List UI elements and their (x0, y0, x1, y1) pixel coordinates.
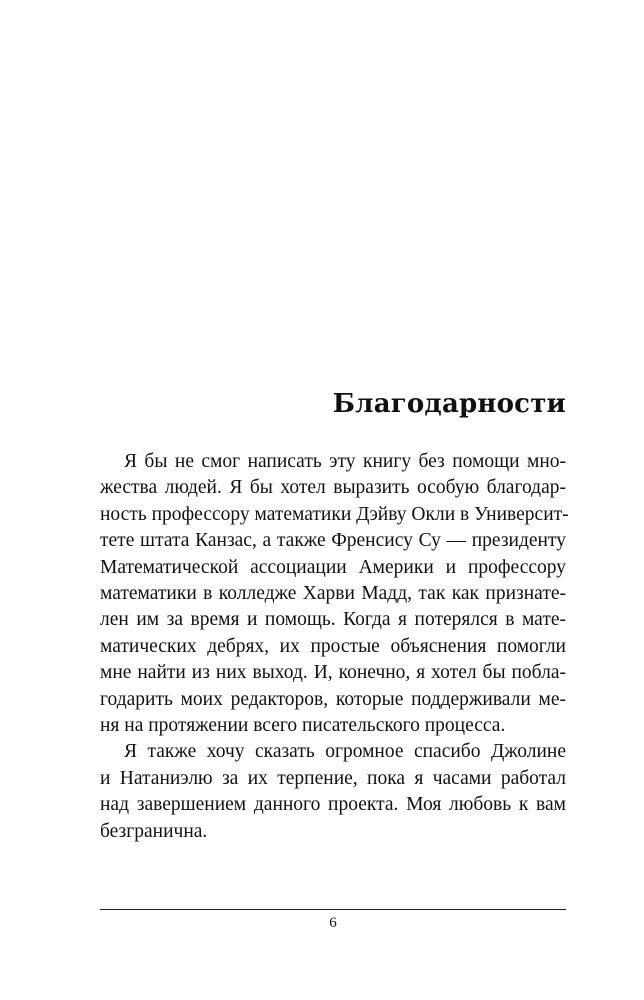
text-line: жества людей. Я бы хотел выразить особую благодар- (100, 477, 566, 499)
text-line: Математической ассоциации Америки и профессору (100, 556, 566, 578)
text-line: мне найти из них выход. И, конечно, я хотел бы побла- (100, 662, 566, 684)
text-line: над завершением данного проекта. Моя любовь к вам (100, 794, 566, 816)
text-line: математики в колледже Харви Мадд, так как признате- (100, 583, 566, 605)
text-line: лен им за время и помощь. Когда я потерялся в мате- (100, 609, 566, 631)
text-line: тете штата Канзас, а также Френсису Су — президенту (100, 530, 566, 552)
text-line: матических дебрях, их простые объяснения помогли (100, 635, 566, 657)
text-line: ня на протяжении всего писательского процесса. (100, 715, 506, 737)
footer-divider (100, 909, 566, 910)
text-line: и Натаниэлю за их терпение, пока я часами работал (100, 767, 566, 789)
text-line: Я также хочу сказать огромное спасибо Джолине (124, 741, 566, 763)
text-line: годарить моих редакторов, которые поддерживали ме- (100, 688, 566, 710)
text-line: Я бы не смог написать эту книгу без помощи мно- (124, 451, 566, 472)
paragraph-1 (100, 449, 569, 739)
page-number: 6 (329, 915, 337, 931)
acknowledgements-body (100, 449, 569, 845)
paragraph-2 (100, 739, 566, 845)
text-line: безгранична. (100, 820, 208, 842)
chapter-heading: Благодарности (332, 389, 566, 419)
text-line: ность профессору математики Дэйву Окли в Университ- (100, 503, 569, 525)
